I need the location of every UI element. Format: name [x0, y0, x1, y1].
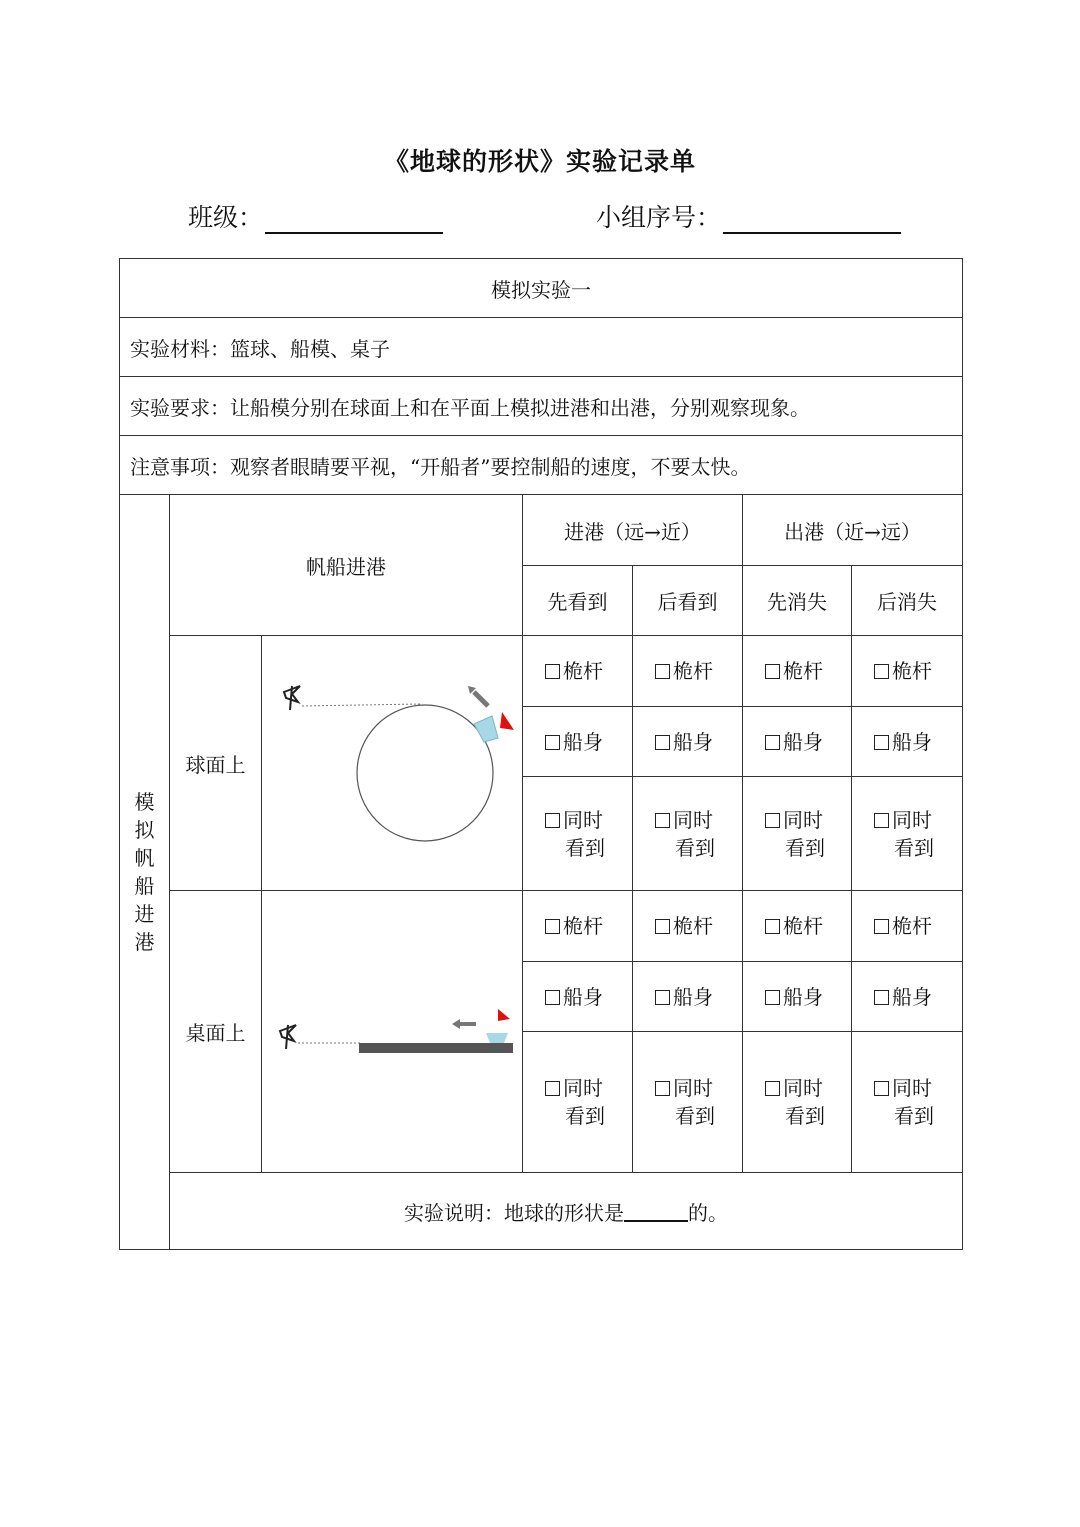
checkbox-icon[interactable]	[545, 813, 560, 828]
checkbox-icon[interactable]	[545, 1081, 560, 1096]
table-first-seen-mast[interactable]: 桅杆	[523, 891, 633, 962]
table-diagram	[262, 891, 522, 1171]
table-later-vanish-hull[interactable]: 船身	[852, 962, 963, 1032]
table-first-vanish-both[interactable]: 同时 看到	[743, 1032, 852, 1173]
sphere-first-seen-both[interactable]: 同时 看到	[523, 777, 633, 891]
sphere-later-seen-hull[interactable]: 船身	[633, 707, 743, 777]
sphere-later-seen-both[interactable]: 同时 看到	[633, 777, 743, 891]
sphere-first-vanish-mast[interactable]: 桅杆	[743, 636, 852, 707]
move-arrow-icon	[452, 1019, 476, 1029]
checkbox-icon[interactable]	[545, 990, 560, 1005]
checkbox-icon[interactable]	[545, 919, 560, 934]
class-label: 班级：	[188, 203, 264, 232]
move-arrow-icon	[468, 686, 488, 706]
checkbox-icon[interactable]	[655, 735, 670, 750]
checkbox-icon[interactable]	[655, 664, 670, 679]
requirements-row: 实验要求：让船模分别在球面上和在平面上模拟进港和出港，分别观察现象。	[120, 377, 963, 436]
conclusion-prefix: 实验说明：地球的形状是	[404, 1200, 625, 1225]
conclusion-suffix: 的。	[688, 1200, 729, 1225]
group-input-line[interactable]	[723, 204, 901, 234]
sphere-first-seen-mast[interactable]: 桅杆	[523, 636, 633, 707]
checkbox-icon[interactable]	[655, 1081, 670, 1096]
checkbox-icon[interactable]	[545, 664, 560, 679]
col-first-seen: 先看到	[523, 566, 633, 636]
col-first-vanish: 先消失	[743, 566, 852, 636]
sphere-first-vanish-both[interactable]: 同时 看到	[743, 777, 852, 891]
sphere-diagram	[262, 636, 522, 890]
table-later-vanish-both[interactable]: 同时 看到	[852, 1032, 963, 1173]
eye-icon	[280, 1025, 296, 1049]
group-field	[596, 198, 901, 234]
checkbox-icon[interactable]	[655, 990, 670, 1005]
table-illustration	[262, 891, 523, 1173]
checkbox-icon[interactable]	[874, 1081, 889, 1096]
class-input-line[interactable]	[265, 204, 443, 234]
exit-header: 出港（近→远）	[743, 495, 963, 566]
notes-row: 注意事项：观察者眼睛要平视，“开船者”要控制船的速度，不要太快。	[120, 436, 963, 495]
row-label-table: 桌面上	[170, 891, 262, 1173]
table-later-seen-hull[interactable]: 船身	[633, 962, 743, 1032]
sphere-illustration	[262, 636, 523, 891]
table-later-vanish-mast[interactable]: 桅杆	[852, 891, 963, 962]
boat-hull-icon	[486, 1033, 508, 1043]
checkbox-icon[interactable]	[765, 813, 780, 828]
sphere-later-vanish-both[interactable]: 同时 看到	[852, 777, 963, 891]
group-label: 小组序号：	[596, 203, 722, 232]
page-title: 《地球的形状》实验记录单	[383, 147, 696, 176]
table-first-vanish-mast[interactable]: 桅杆	[743, 891, 852, 962]
table-first-seen-hull[interactable]: 船身	[523, 962, 633, 1032]
sphere-later-seen-mast[interactable]: 桅杆	[633, 636, 743, 707]
enter-header: 进港（远→近）	[523, 495, 743, 566]
checkbox-icon[interactable]	[545, 735, 560, 750]
class-field	[188, 198, 443, 234]
col-later-vanish: 后消失	[852, 566, 963, 636]
sphere-first-vanish-hull[interactable]: 船身	[743, 707, 852, 777]
table-first-seen-both[interactable]: 同时 看到	[523, 1032, 633, 1173]
sphere-later-vanish-hull[interactable]: 船身	[852, 707, 963, 777]
table-later-seen-mast[interactable]: 桅杆	[633, 891, 743, 962]
sphere-first-seen-hull[interactable]: 船身	[523, 707, 633, 777]
checkbox-icon[interactable]	[655, 813, 670, 828]
checkbox-icon[interactable]	[765, 664, 780, 679]
side-label: 模 拟 帆 船 进 港	[120, 495, 170, 1250]
materials-row: 实验材料：篮球、船模、桌子	[120, 318, 963, 377]
checkbox-icon[interactable]	[874, 990, 889, 1005]
record-table	[119, 258, 963, 1250]
sub-header: 帆船进港	[170, 495, 523, 636]
checkbox-icon[interactable]	[874, 813, 889, 828]
boat-hull-icon	[474, 716, 498, 742]
checkbox-icon[interactable]	[655, 919, 670, 934]
table-top-bar	[359, 1043, 513, 1053]
flag-icon	[498, 1009, 510, 1021]
sight-line	[302, 704, 420, 706]
conclusion-row	[170, 1173, 963, 1250]
col-later-seen: 后看到	[633, 566, 743, 636]
table-later-seen-both[interactable]: 同时 看到	[633, 1032, 743, 1173]
section-title: 模拟实验一	[120, 259, 963, 318]
checkbox-icon[interactable]	[874, 919, 889, 934]
table-first-vanish-hull[interactable]: 船身	[743, 962, 852, 1032]
checkbox-icon[interactable]	[765, 735, 780, 750]
flag-icon	[500, 712, 514, 730]
eye-icon	[284, 686, 300, 710]
checkbox-icon[interactable]	[874, 664, 889, 679]
row-label-sphere: 球面上	[170, 636, 262, 891]
checkbox-icon[interactable]	[765, 919, 780, 934]
checkbox-icon[interactable]	[765, 990, 780, 1005]
sphere-later-vanish-mast[interactable]: 桅杆	[852, 636, 963, 707]
checkbox-icon[interactable]	[765, 1081, 780, 1096]
globe-circle	[357, 705, 493, 841]
checkbox-icon[interactable]	[874, 735, 889, 750]
conclusion-blank[interactable]	[624, 1200, 688, 1222]
